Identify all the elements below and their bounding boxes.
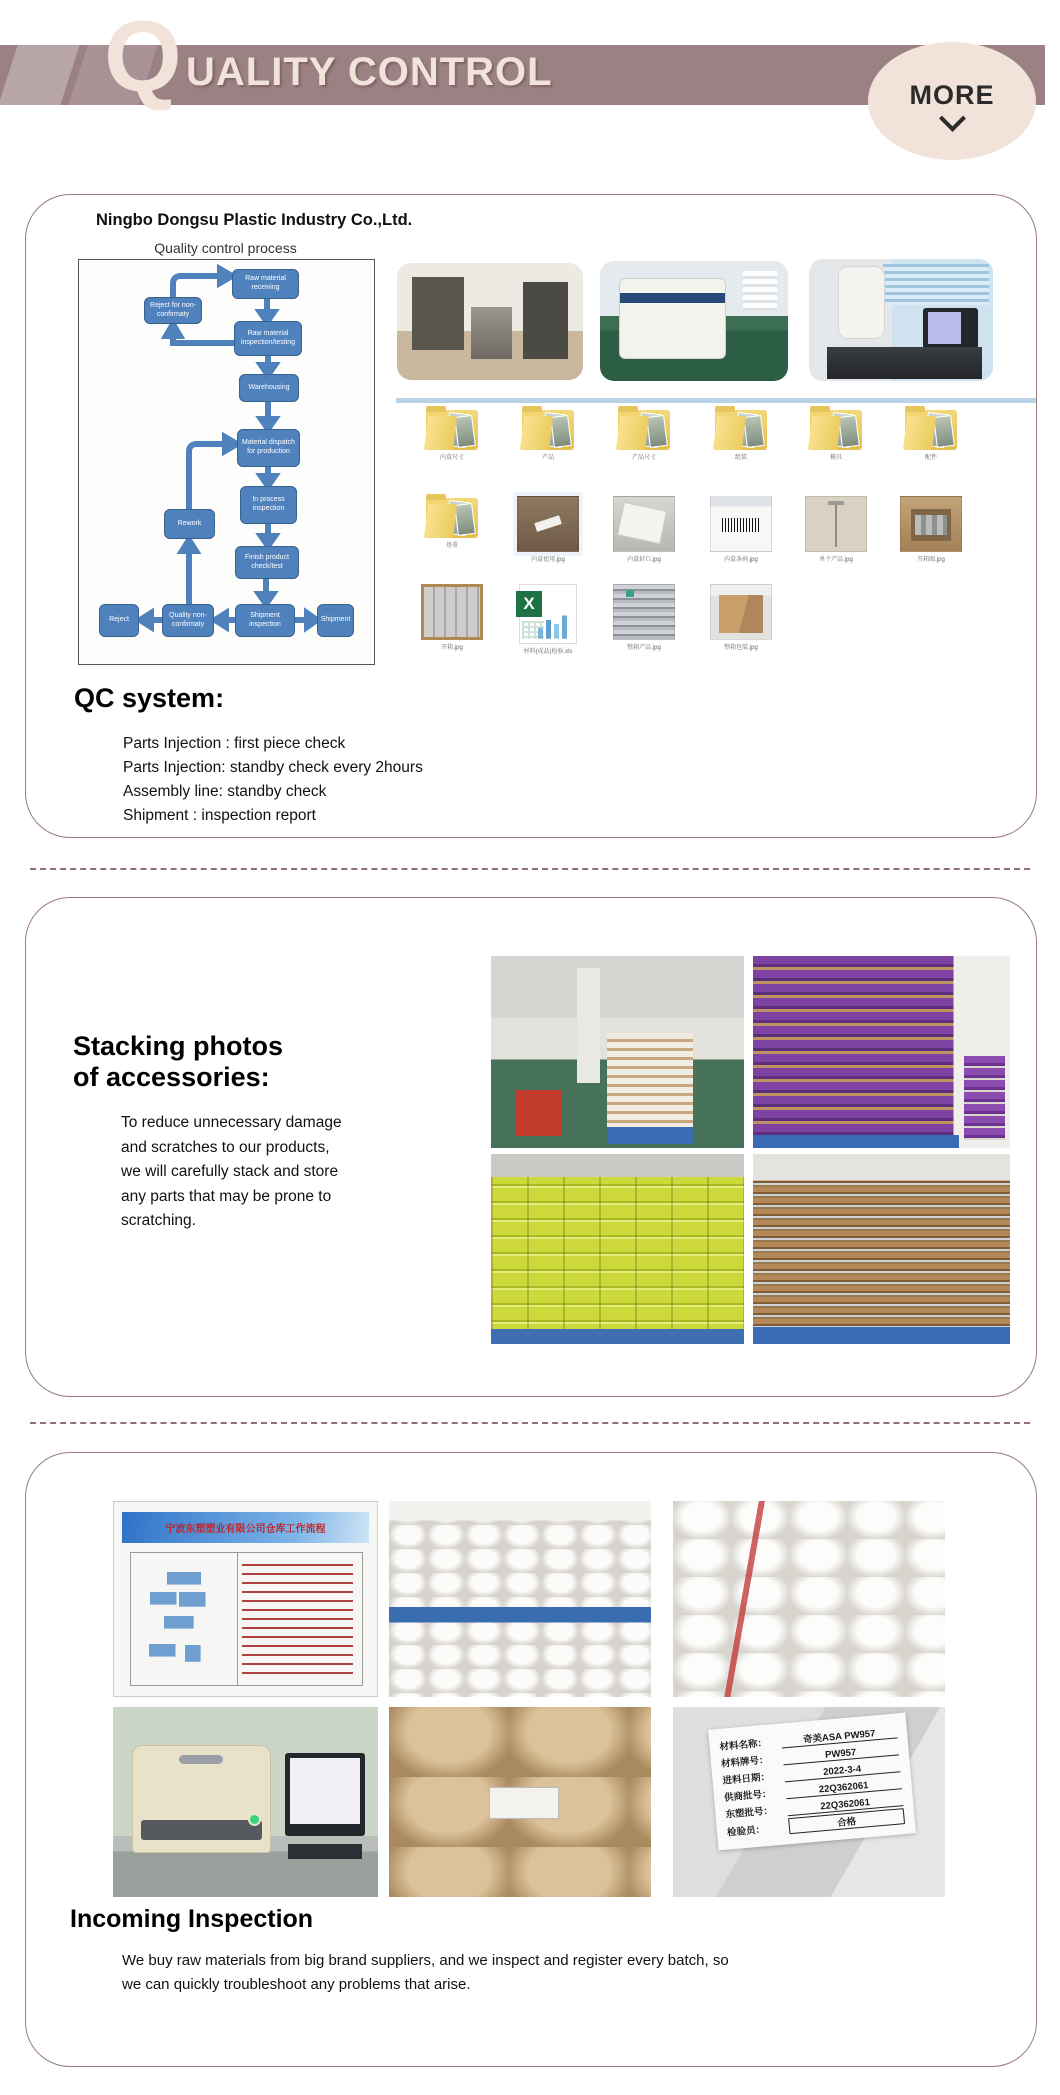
folder-label: 配件 [924, 455, 937, 461]
folder-icon [810, 410, 862, 450]
flow-node-reject-for-non-confirmaty: Reject for non-confirmaty [144, 297, 202, 324]
filegrid-scrollbar [396, 398, 1036, 403]
folder-icon [426, 498, 478, 538]
label-field-name: 检验员： [726, 1824, 766, 1839]
folder-icon [905, 410, 957, 450]
section-divider [30, 1422, 1030, 1424]
flow-node-rework: Rework [164, 509, 215, 539]
factory-floor-photo [491, 956, 744, 1148]
folder-icon [426, 410, 478, 450]
stacking-heading [73, 1031, 283, 1093]
flow-node-warehousing: Warehousing [239, 374, 299, 402]
qc-process-card [25, 194, 1037, 838]
green-buckets-stack-photo [491, 1154, 744, 1344]
section-divider [30, 868, 1030, 870]
folder-icon [715, 410, 767, 450]
image-thumbnail [517, 496, 579, 552]
file-label: 开箱图.jpg [917, 557, 945, 563]
flow-node-shipment-inspection: Shipment inspection [235, 604, 295, 637]
banner-initial-q: Q [104, 1, 182, 113]
incoming-paragraph-line: We buy raw materials from big brand suppliers, and we inspect and register every batch, so [122, 1952, 729, 1969]
qc-system-line: Shipment : inspection report [123, 807, 316, 824]
file-label: 开箱.jpg [441, 645, 463, 651]
file-label: 整箱产品.jpg [627, 645, 661, 651]
stacking-paragraph [121, 1111, 342, 1234]
warehouse-process-poster-photo [113, 1501, 378, 1697]
flow-node-material-dispatch: Material dispatch for production [237, 429, 300, 467]
flow-node-in-process-inspection: In process inspection [240, 486, 297, 524]
image-thumbnail [710, 584, 772, 640]
incoming-paragraph-line: we can quickly troubleshoot any problems that arise. [122, 1976, 471, 1993]
quality-control-flowchart [78, 259, 375, 665]
spectrometer-photo [113, 1707, 378, 1897]
label-field-value: 2022-3-4 [784, 1760, 901, 1782]
file-label: 内盒条码.jpg [724, 557, 758, 563]
incoming-inspection-card [25, 1452, 1037, 2067]
stacking-paragraph-line: To reduce unnecessary damage [121, 1114, 342, 1131]
label-field-name: 进料日期： [722, 1771, 771, 1787]
label-field-name: 供商批号： [723, 1788, 772, 1804]
flow-node-shipment: Shipment [317, 604, 354, 637]
flow-node-raw-material-inspection: Raw material inspection/testing [234, 321, 302, 356]
raw-material-bags-closeup-photo [673, 1501, 945, 1697]
label-field-value: 22Q362061 [787, 1794, 904, 1816]
flow-node-raw-material-receiving: Raw material receiving [232, 269, 299, 299]
testing-machines-photo [397, 263, 583, 380]
inspection-files-screenshot [396, 398, 1036, 670]
folder-label: 基重 [445, 543, 458, 549]
folder-icon [618, 410, 670, 450]
folder-label: 内盒尺寸 [439, 455, 464, 461]
label-field-name: 东塑批号： [725, 1805, 774, 1821]
raw-material-bags-warehouse-photo [389, 1501, 651, 1697]
stacking-heading-line2: of accessories: [73, 1062, 270, 1092]
folder-label: 模具 [829, 455, 842, 461]
image-thumbnail [900, 496, 962, 552]
stacking-paragraph-line: any parts that may be prone to [121, 1187, 332, 1205]
folder-label: 产品尺寸 [631, 455, 656, 461]
folder-icon [522, 410, 574, 450]
qc-system-line: Assembly line: standby check [123, 783, 327, 800]
company-name: Ningbo Dongsu Plastic Industry Co.,Ltd. [96, 211, 413, 229]
paper-sacks-photo [389, 1707, 651, 1897]
image-thumbnail [710, 496, 772, 552]
label-pass-stamp: 合格 [788, 1808, 905, 1834]
video-measuring-machine-photo [809, 259, 993, 381]
qc-system-line: Parts Injection : first piece check [123, 735, 346, 752]
banner-title: UALITY CONTROL [186, 50, 553, 94]
file-label: 整箱包装.jpg [724, 645, 758, 651]
flow-node-finish-product-check: Finish product check/test [235, 546, 299, 579]
stacking-paragraph-line: and scratches to our products, [121, 1138, 330, 1156]
excel-file-icon: X [519, 584, 577, 644]
material-label-photo [673, 1707, 945, 1897]
qc-system-line: Parts Injection: standby check every 2hours [123, 759, 423, 776]
image-thumbnail [613, 496, 675, 552]
stacking-heading-line1: Stacking photos [73, 1031, 284, 1061]
file-label: 材料(成品)检验.xls [523, 649, 573, 655]
file-label: 内盒封口.jpg [627, 557, 661, 563]
qc-system-heading: QC system: [74, 683, 225, 713]
image-thumbnail [805, 496, 867, 552]
stacking-paragraph-line: we will carefully stack and store [121, 1163, 339, 1180]
file-label: 内盒使用.jpg [531, 557, 565, 563]
poster-title: 宁波东塑塑业有限公司仓库工作流程 [165, 1523, 326, 1535]
banner-stripe-light [0, 45, 81, 105]
flow-node-reject: Reject [99, 604, 139, 637]
label-field-value: 奇美ASA PW957 [781, 1723, 898, 1748]
image-thumbnail [421, 584, 483, 640]
material-label [708, 1713, 916, 1851]
cardboard-trays-stack-photo [753, 1154, 1010, 1344]
label-field-name: 材料牌号： [720, 1754, 769, 1770]
incoming-inspection-paragraph [122, 1949, 729, 1997]
folder-label: 组装 [734, 455, 747, 461]
cmm-machine-photo [600, 261, 788, 381]
incoming-inspection-heading: Incoming Inspection [70, 1905, 314, 1933]
more-button-label: MORE [909, 80, 995, 110]
stacking-paragraph-line: scratching. [121, 1212, 196, 1229]
label-field-value: PW957 [782, 1743, 899, 1765]
folder-label: 产品 [541, 455, 554, 461]
label-field-name: 材料名称： [719, 1737, 768, 1753]
flow-node-quality-non-confirmaty: Quality non-confirmaty [162, 604, 214, 637]
file-label: 单个产品.jpg [819, 557, 853, 563]
stacking-photos-card [25, 897, 1037, 1397]
image-thumbnail [613, 584, 675, 640]
more-button[interactable] [868, 42, 1036, 160]
flowchart-title: Quality control process [154, 240, 297, 256]
label-field-value: 22Q362061 [785, 1777, 902, 1799]
purple-parts-stack-photo [753, 956, 1010, 1148]
